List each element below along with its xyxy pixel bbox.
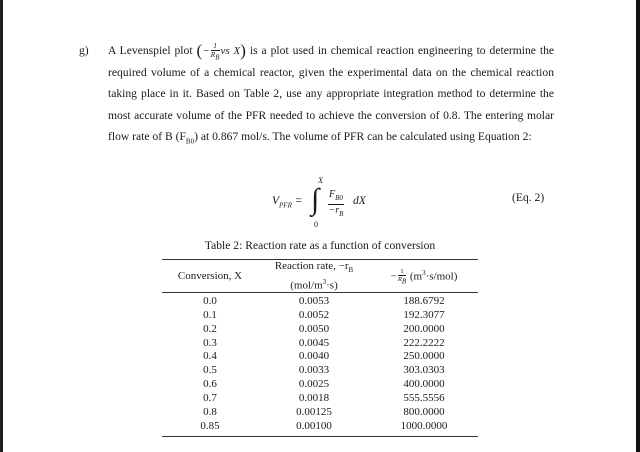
header-reaction-rate: Reaction rate, $-r_B$ $(mol/m^3\cdot s)$ [258, 260, 370, 293]
table-row [162, 420, 478, 436]
right-window-edge [636, 0, 640, 452]
table-row [162, 392, 478, 406]
cell-inverse-rate: 400.0000 [403, 378, 445, 391]
header-conversion: Conversion, X [162, 260, 258, 293]
left-window-edge [0, 0, 3, 452]
cell-reaction-rate: 0.0050 [298, 322, 330, 335]
integral-lower-limit: 0 [314, 220, 318, 229]
header-inverse-rate: − $\frac{1}{R_B}$ $(m^3\cdot s/mol)$ [370, 260, 478, 293]
integrand-fraction: $\frac{F_{B0}}{-r_B}$ [328, 189, 344, 218]
cell-reaction-rate: 0.0025 [298, 378, 330, 391]
plot-vs: vs X [220, 45, 241, 57]
table-row [162, 337, 478, 351]
plot-fraction: $\frac{1}{R_B}$ [210, 40, 220, 62]
cell-conversion: 0.6 [203, 378, 217, 391]
close-paren: ) [240, 41, 246, 60]
table-row [162, 378, 478, 392]
question-body-end: ) at 0.867 mol/s. The volume of PFR can be calculated using Equation 2: [194, 129, 532, 143]
reaction-rate-table [162, 259, 478, 437]
cell-conversion: 0.2 [203, 322, 217, 335]
cell-inverse-rate: 188.6792 [403, 294, 445, 307]
equation-lhs: $V_{PFR}$ = [272, 195, 303, 210]
table-caption: Table 2: Reaction rate as a function of conversion [204, 239, 436, 252]
cell-inverse-rate: 192.3077 [403, 308, 445, 321]
cell-conversion: 0.3 [203, 336, 217, 349]
table-row [162, 364, 478, 378]
table-row [162, 292, 478, 308]
cell-reaction-rate: 0.0040 [298, 350, 330, 363]
question-g [79, 40, 555, 152]
cell-conversion: 0.5 [203, 364, 217, 377]
cell-inverse-rate: 555.5556 [403, 392, 445, 405]
cell-inverse-rate: 800.0000 [403, 406, 445, 419]
table-row [162, 350, 478, 364]
differential: dX [353, 195, 366, 207]
cell-conversion: 0.4 [203, 350, 217, 363]
cell-reaction-rate: 0.0052 [298, 308, 330, 321]
cell-reaction-rate: 0.0018 [298, 392, 330, 405]
plot-name: A Levenspiel plot [108, 44, 193, 57]
question-body: is a plot used in chemical reaction engineering to determine the required volume of a chemical reactor, given the experimental data on the chemical reaction taking place in it. Based on Table 2, use any appropriate integration method to determine the most accurate volume of the PFR needed to achieve the conversion of 0.8. The entering molar flow rate of B (F [108, 44, 555, 143]
integral-upper-limit: X [318, 176, 323, 185]
cell-conversion: 0.8 [203, 406, 217, 419]
open-paren: ( [196, 41, 203, 60]
cell-inverse-rate: 250.0000 [403, 350, 445, 363]
question-text [108, 40, 554, 152]
cell-conversion: 0.85 [162, 420, 258, 436]
table-row [162, 323, 478, 337]
cell-conversion: 0.1 [203, 308, 217, 321]
cell-inverse-rate: 222.2222 [403, 336, 445, 349]
equation-2 [262, 176, 422, 234]
plot-expression: − $\frac{1}{R_B}$ vs X [202, 40, 241, 62]
cell-reaction-rate: 0.0053 [298, 294, 330, 307]
cell-conversion: 0.0 [203, 294, 217, 307]
flow-subscript: B0 [185, 137, 195, 146]
cell-inverse-rate: 303.0303 [403, 364, 445, 377]
question-number: g) [79, 44, 89, 57]
cell-reaction-rate: 0.0033 [298, 364, 330, 377]
cell-reaction-rate: 0.0045 [298, 336, 330, 349]
cell-conversion: 0.7 [203, 392, 217, 405]
table-row [162, 309, 478, 323]
cell-reaction-rate: 0.00100 [258, 420, 370, 436]
table-body [162, 292, 478, 436]
cell-inverse-rate: 200.0000 [403, 322, 445, 335]
cell-inverse-rate: 1000.0000 [370, 420, 478, 436]
table-row [162, 406, 478, 420]
table-header-row [162, 260, 478, 293]
integral-sign: ∫ [311, 183, 320, 216]
equation-label: (Eq. 2) [512, 191, 545, 204]
cell-reaction-rate: 0.00125 [296, 406, 332, 419]
